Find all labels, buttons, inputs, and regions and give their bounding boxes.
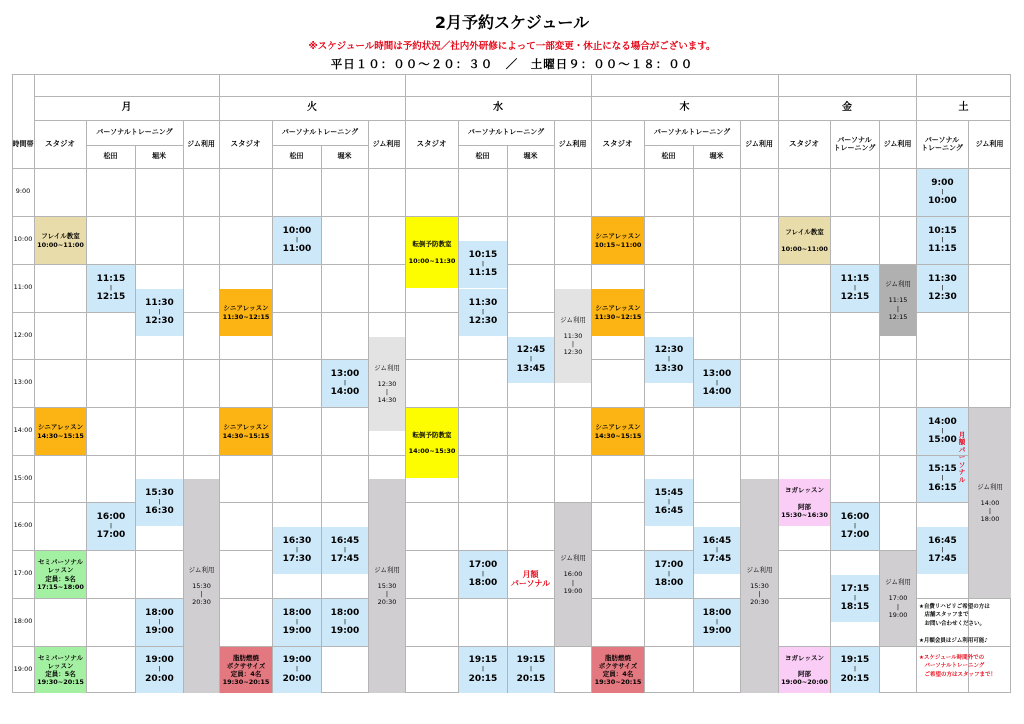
personal-session: 19:00 | 20:00 xyxy=(273,647,321,693)
personal-session: 16:45 | 17:45 xyxy=(322,527,368,574)
matsuda-header: 松田 xyxy=(475,152,490,161)
personal-session: 12:45 | 13:45 xyxy=(508,337,554,383)
horiyone-header: 堀米 xyxy=(709,152,724,161)
grid-line xyxy=(507,145,508,693)
studio-lesson: シニアレッスン 11:30~12:15 xyxy=(220,289,272,336)
time-label: 13:00 xyxy=(13,378,33,387)
gym-header: ジム利用 xyxy=(187,139,215,148)
grid-line xyxy=(12,550,1011,551)
personal-header: パーソナルトレーニング xyxy=(96,128,173,137)
time-label: 17:00 xyxy=(13,569,33,578)
time-label: 14:00 xyxy=(13,426,33,435)
time-label: 18:00 xyxy=(13,617,33,626)
monthly-personal-label: 月額 パーソナル xyxy=(510,570,551,589)
horiyone-header: 堀米 xyxy=(152,152,166,161)
studio-lesson: ヨガレッスン 阿部 19:00~20:00 xyxy=(779,647,830,693)
studio-lesson: シニアレッスン 10:15~11:00 xyxy=(592,217,644,264)
time-label: 12:00 xyxy=(13,330,33,339)
gym-session: ジム利用 14:00 | 18:00 xyxy=(969,408,1011,598)
personal-session: 16:00 | 17:00 xyxy=(87,503,135,550)
personal-header: パーソナルトレーニング xyxy=(653,128,731,137)
grid-line xyxy=(458,120,459,693)
personal-session: 15:45 | 16:45 xyxy=(645,479,693,526)
time-label: 11:00 xyxy=(13,283,33,292)
grid-line xyxy=(12,74,1011,75)
gym-header: ジム利用 xyxy=(372,139,401,148)
time-label: 15:00 xyxy=(13,473,33,482)
gym-session: ジム利用 11:15 | 12:15 xyxy=(880,265,916,336)
personal-session: 19:15 | 20:15 xyxy=(831,647,879,693)
personal-session: 19:15 | 20:15 xyxy=(459,647,507,693)
day-header: 火 xyxy=(307,102,317,114)
gym-session: ジム利用 15:30 | 20:30 xyxy=(369,479,405,693)
day-header: 土 xyxy=(958,102,969,114)
personal-session: 15:15 | 16:15 xyxy=(917,456,968,502)
matsuda-header: 松田 xyxy=(103,152,118,161)
grid-line xyxy=(86,120,87,693)
personal-session: 18:00 | 19:00 xyxy=(694,599,740,646)
personal-session: 10:15 | 11:15 xyxy=(459,241,507,288)
time-header: 時間帯 xyxy=(12,139,34,148)
personal-session: 11:15 | 12:15 xyxy=(87,265,135,312)
personal-session: 10:15 | 11:15 xyxy=(917,217,968,264)
personal-session: 16:45 | 17:45 xyxy=(917,527,968,574)
studio-header: スタジオ xyxy=(789,138,819,148)
studio-lesson: シニアレッスン 11:30~12:15 xyxy=(592,289,644,336)
personal-session: 17:15 | 18:15 xyxy=(831,575,879,622)
gym-session: ジム利用 11:30 | 12:30 xyxy=(555,289,591,383)
personal-session: 16:45 | 17:45 xyxy=(694,527,740,574)
studio-lesson: セミパーソナル レッスン 定員：5名 17:15~18:00 xyxy=(35,551,86,598)
schedule-table xyxy=(12,74,1011,693)
studio-lesson: セミパーソナル レッスン 定員：5名 19:30~20:15 xyxy=(35,647,86,693)
time-label: 10:00 xyxy=(13,235,33,244)
time-label: 19:00 xyxy=(13,664,33,673)
horiyone-header: 堀米 xyxy=(523,152,538,161)
gym-header: ジム利用 xyxy=(975,139,1004,148)
personal-session: 17:00 | 18:00 xyxy=(459,551,507,598)
studio-header: スタジオ xyxy=(416,138,447,148)
horiyone-header: 堀米 xyxy=(337,152,352,161)
matsuda-header: 松田 xyxy=(661,152,676,161)
page-title: 2月予約スケジュール xyxy=(434,13,590,32)
gym-session: ジム利用 16:00 | 19:00 xyxy=(555,503,591,646)
personal-header: パーソナル トレーニング xyxy=(921,135,963,152)
studio-lesson: シニアレッスン 14:30~15:15 xyxy=(35,408,86,455)
gym-session: ジム利用 12:30 | 14:30 xyxy=(369,337,405,431)
schedule-notice: ※スケジュール時間は予約状況／社内外研修によって一部変更・休止になる場合がございます。 xyxy=(308,41,716,52)
grid-line xyxy=(644,120,645,693)
studio-header: スタジオ xyxy=(45,138,75,148)
personal-session: 10:00 | 11:00 xyxy=(273,217,321,264)
studio-lesson: 脂肪燃焼 ボクササイズ 定員：4名 19:30~20:15 xyxy=(220,647,272,693)
grid-line xyxy=(12,216,1011,217)
studio-lesson: ヨガレッスン 阿部 15:30~16:30 xyxy=(779,479,830,526)
studio-lesson: シニアレッスン 14:30~15:15 xyxy=(220,408,272,455)
personal-header: パーソナルトレーニング xyxy=(467,128,545,137)
personal-header: パーソナルトレーニング xyxy=(281,128,359,137)
grid-line xyxy=(12,455,1011,456)
gym-session: ジム利用 17:00 | 19:00 xyxy=(880,551,916,646)
personal-session: 18:00 | 19:00 xyxy=(136,599,183,646)
gym-session: ジム利用 15:30 | 20:30 xyxy=(741,479,778,693)
personal-session: 16:30 | 17:30 xyxy=(273,527,321,574)
time-label: 9:00 xyxy=(15,187,31,196)
info-note: ★月額会員はジム利用可能♪ xyxy=(919,638,988,644)
personal-session: 9:00 | 10:00 xyxy=(917,169,968,216)
personal-session: 18:00 | 19:00 xyxy=(322,599,368,646)
day-header: 金 xyxy=(842,102,852,114)
gym-header: ジム利用 xyxy=(745,139,773,148)
day-header: 月 xyxy=(121,102,132,114)
personal-session: 13:00 | 14:00 xyxy=(322,360,368,407)
personal-session: 11:15 | 12:15 xyxy=(831,265,879,312)
personal-session: 12:30 | 13:30 xyxy=(645,337,693,383)
personal-session: 11:30 | 12:30 xyxy=(917,265,968,312)
personal-session: 19:00 | 20:00 xyxy=(136,647,183,693)
studio-header: スタジオ xyxy=(602,138,633,148)
grid-line xyxy=(12,168,1011,169)
gym-header: ジム利用 xyxy=(558,139,587,148)
studio-lesson: 脂肪燃焼 ボクササイズ 定員：4名 19:30~20:15 xyxy=(592,647,644,693)
personal-session: 18:00 | 19:00 xyxy=(273,599,321,646)
personal-session: 14:00 | 15:00 xyxy=(917,408,968,455)
info-note: ★自費リハビリご希望の方は 店舗スタッフまで お問い合わせください。 xyxy=(919,604,990,627)
personal-header: パーソナル トレーニング xyxy=(833,135,876,152)
monthly-personal-label: 月 額 パ ー ソ ナ ル xyxy=(958,431,966,484)
personal-session: 13:00 | 14:00 xyxy=(694,360,740,407)
personal-session: 16:00 | 17:00 xyxy=(831,503,879,550)
studio-lesson: 転倒予防教室 14:00~15:30 xyxy=(406,408,458,478)
personal-session: 17:00 | 18:00 xyxy=(645,551,693,598)
business-hours: 平日１０：００～２０：３０ ／ 土曜日９：００～１８：００ xyxy=(330,57,694,71)
matsuda-header: 松田 xyxy=(289,152,304,161)
personal-session: 15:30 | 16:30 xyxy=(136,479,183,526)
info-note: ★スケジュール時間外での パーソナルトレーニング ご希望の方はスタッフまで！ xyxy=(919,655,997,678)
day-header: 水 xyxy=(493,102,503,114)
personal-session: 11:30 | 12:30 xyxy=(459,289,507,336)
gym-header: ジム利用 xyxy=(883,139,912,148)
studio-lesson: 転倒予防教室 10:00~11:30 xyxy=(406,217,458,288)
studio-header: スタジオ xyxy=(230,138,261,148)
gym-session: ジム利用 15:30 | 20:30 xyxy=(184,479,219,693)
studio-lesson: フレイル教室 10:00~11:00 xyxy=(779,217,830,264)
studio-lesson: シニアレッスン 14:30~15:15 xyxy=(592,408,644,455)
grid-line xyxy=(12,407,1011,408)
studio-lesson: フレイル教室 10:00~11:00 xyxy=(35,217,86,264)
day-header: 木 xyxy=(679,102,690,114)
personal-session: 11:30 | 12:30 xyxy=(136,289,183,336)
time-label: 16:00 xyxy=(13,521,33,530)
personal-session: 19:15 | 20:15 xyxy=(508,647,554,693)
